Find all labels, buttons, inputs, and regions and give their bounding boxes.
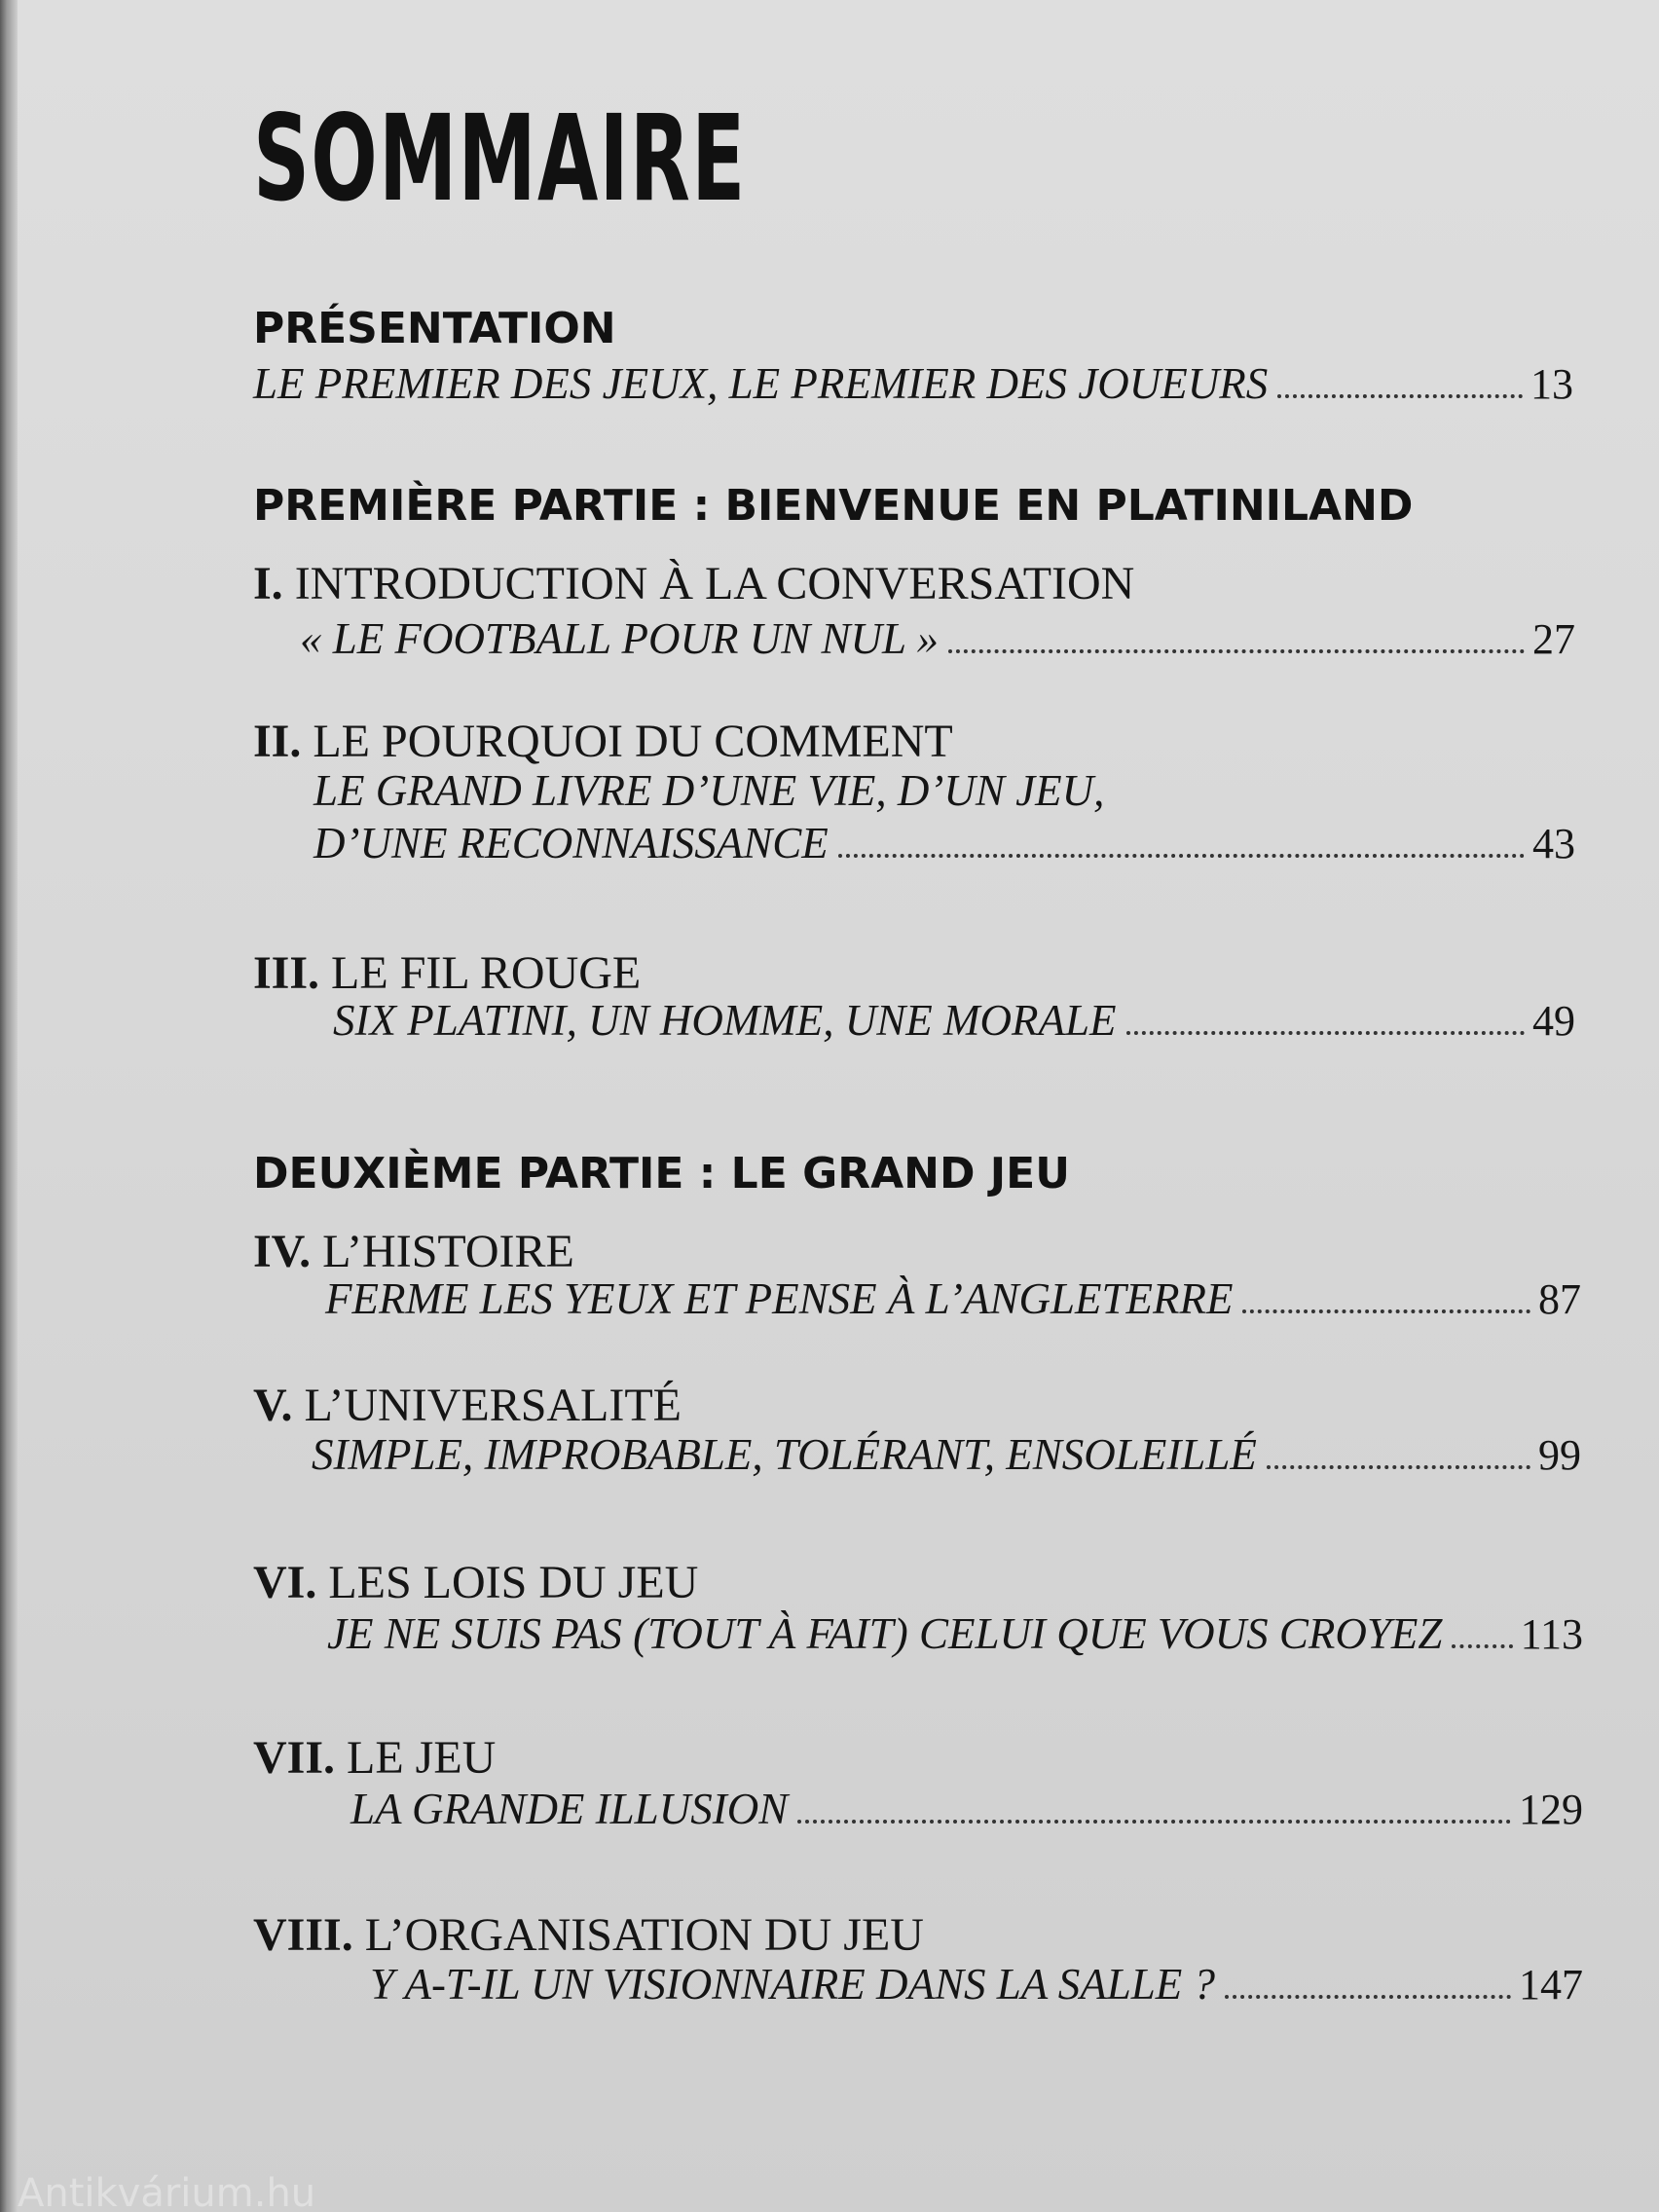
chapter-number: III. [253,947,320,999]
chapter-heading-1 [253,558,1135,609]
page-number: 27 [1532,615,1575,663]
page-number: 129 [1519,1786,1583,1833]
toc-entry-presentation[interactable] [253,359,1573,408]
chapter-number: V. [253,1380,293,1431]
chapter-number: VI. [253,1557,317,1608]
chapter-title: L’ORGANISATION DU JEU [364,1909,924,1961]
chapter-heading-5 [253,1382,682,1429]
dot-leader [838,854,1525,858]
toc-entry-chapter-1[interactable] [300,614,1575,663]
chapter-number: I. [253,558,283,609]
dot-leader [1225,1995,1511,1999]
dot-leader [1277,394,1523,398]
page-number: 99 [1538,1431,1581,1479]
chapter-title: LE FIL ROUGE [331,947,642,999]
chapter-heading-8 [253,1909,924,1961]
chapter-heading-6 [253,1557,699,1608]
chapter-title: LE JEU [347,1732,497,1784]
page-number: 49 [1532,997,1575,1045]
dot-leader [1452,1644,1512,1648]
dot-leader [1126,1031,1525,1035]
entry-title: « LE FOOTBALL POUR UN NUL » [300,614,939,663]
entry-title: LE PREMIER DES JEUX, LE PREMIER DES JOUEURS [253,359,1269,408]
chapter-number: VIII. [253,1909,353,1961]
dot-leader [948,649,1525,653]
part2-heading: DEUXIÈME PARTIE : LE GRAND JEU [253,1149,1070,1198]
toc-entry-chapter-8[interactable] [370,1960,1583,2009]
chapter-heading-2 [253,716,953,767]
toc-page [18,0,1659,2212]
book-spine-edge [0,0,18,2212]
toc-entry-chapter-7[interactable] [350,1785,1583,1833]
presentation-heading: PRÉSENTATION [253,304,616,353]
chapter-title: L’HISTOIRE [322,1226,574,1277]
entry-title: Y A-T-IL UN VISIONNAIRE DANS LA SALLE ? [370,1960,1215,2009]
entry-title: SIMPLE, IMPROBABLE, TOLÉRANT, ENSOLEILLÉ [312,1430,1257,1479]
toc-entry-chapter-5[interactable] [312,1430,1581,1479]
chapter-title: LE POURQUOI DU COMMENT [313,716,953,767]
entry-title: D’UNE RECONNAISSANCE [313,819,829,867]
chapter-heading-3 [253,947,642,999]
part1-heading: PREMIÈRE PARTIE : BIENVENUE EN PLATINILAND [253,481,1414,531]
chapter-title: L’UNIVERSALITÉ [304,1380,682,1431]
toc-entry-chapter-6[interactable] [327,1609,1583,1658]
toc-entry-chapter-3[interactable] [333,996,1575,1045]
page-number: 43 [1532,820,1575,867]
page-number: 13 [1530,360,1573,408]
chapter-number: VII. [253,1732,336,1784]
dot-leader [1267,1465,1530,1469]
chapter-subtitle-line: LE GRAND LIVRE D’UNE VIE, D’UN JEU, [313,766,1105,815]
toc-entry-chapter-2[interactable] [313,819,1575,867]
page-number: 113 [1520,1610,1583,1658]
chapter-number: II. [253,716,302,767]
entry-title: FERME LES YEUX ET PENSE À L’ANGLETERRE [325,1274,1234,1323]
chapter-title: INTRODUCTION À LA CONVERSATION [294,558,1135,609]
dot-leader [1242,1309,1530,1313]
page-number: 87 [1538,1275,1581,1323]
chapter-heading-4 [253,1226,574,1277]
page-number: 147 [1519,1961,1583,2009]
entry-title: SIX PLATINI, UN HOMME, UNE MORALE [333,996,1117,1045]
page-title: SOMMAIRE [253,90,747,228]
chapter-number: IV. [253,1226,312,1277]
toc-entry-chapter-4[interactable] [325,1274,1581,1323]
entry-title: JE NE SUIS PAS (TOUT À FAIT) CELUI QUE VOUS CROYEZ [327,1609,1443,1658]
chapter-heading-7 [253,1732,497,1784]
entry-title: LA GRANDE ILLUSION [350,1785,789,1833]
dot-leader [797,1820,1511,1824]
chapter-title: LES LOIS DU JEU [328,1557,699,1608]
watermark-text: Antikvárium.hu [18,2171,316,2212]
